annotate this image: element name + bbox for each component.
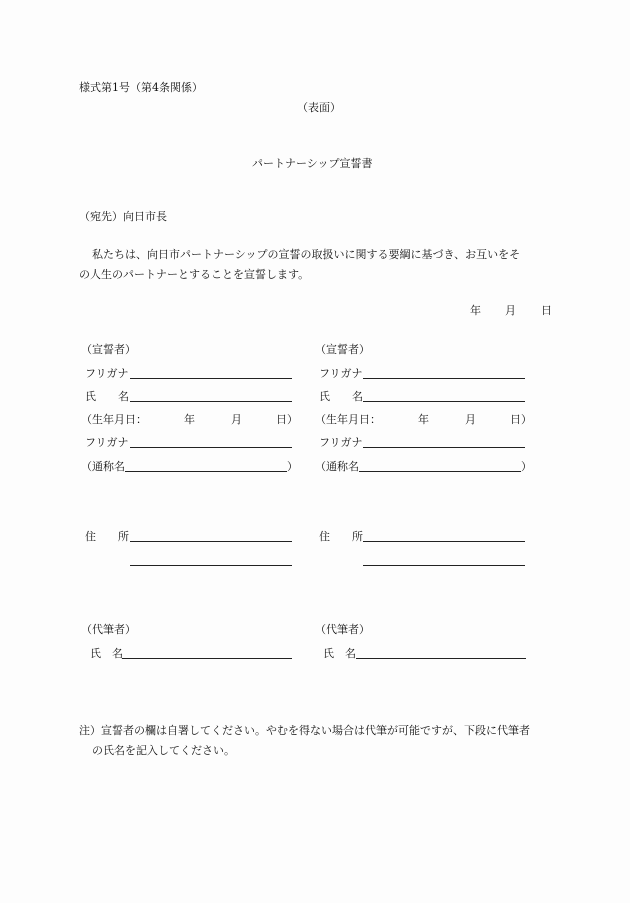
proxy-name-label: 氏 名 bbox=[90, 647, 123, 660]
birth-month-label: 月 bbox=[231, 413, 242, 426]
name-field[interactable] bbox=[363, 401, 525, 402]
proxy-name-field[interactable] bbox=[356, 658, 526, 659]
birth-day-label: 日） bbox=[276, 413, 298, 426]
addressee: （宛先）向日市長 bbox=[79, 210, 167, 223]
alias-field[interactable] bbox=[125, 471, 287, 472]
declarant-heading: （宣誓者） bbox=[315, 343, 370, 356]
alias-close: ） bbox=[521, 460, 532, 473]
address-label: 住 所 bbox=[319, 530, 363, 543]
furigana-label: フリガナ bbox=[85, 367, 129, 380]
address-label: 住 所 bbox=[85, 530, 129, 543]
furigana-label: フリガナ bbox=[85, 436, 129, 449]
side-label: （表面） bbox=[297, 101, 341, 114]
note-line-1: 注）宣誓者の欄は自署してください。やむを得ない場合は代筆が可能ですが、下段に代筆者 bbox=[79, 724, 530, 737]
body-line-1: 私たちは、向日市パートナーシップの宣誓の取扱いに関する要綱に基づき、お互いをそ bbox=[92, 248, 521, 261]
birth-day-label: 日） bbox=[510, 413, 532, 426]
proxy-heading: （代筆者） bbox=[315, 623, 370, 636]
birth-year-label: 年 bbox=[184, 413, 195, 426]
birthdate-label: （生年月日： bbox=[81, 413, 147, 426]
date-day: 日 bbox=[541, 304, 552, 317]
page-title: パートナーシップ宣誓書 bbox=[252, 157, 373, 170]
body-line-2: の人生のパートナーとすることを宣誓します。 bbox=[79, 268, 310, 281]
name-label: 氏 名 bbox=[85, 390, 129, 403]
alias-furigana-field[interactable] bbox=[363, 447, 525, 448]
note-line-2: の氏名を記入してください。 bbox=[92, 744, 235, 757]
birthdate-label: （生年月日： bbox=[315, 413, 381, 426]
address-field-line-2[interactable] bbox=[130, 565, 292, 566]
birth-year-label: 年 bbox=[418, 413, 429, 426]
declarant-heading: （宣誓者） bbox=[81, 343, 136, 356]
furigana-label: フリガナ bbox=[319, 436, 363, 449]
alias-label: （通称名 bbox=[81, 460, 125, 473]
name-field[interactable] bbox=[130, 401, 292, 402]
address-field-line-2[interactable] bbox=[363, 565, 525, 566]
alias-close: ） bbox=[287, 460, 298, 473]
date-month: 月 bbox=[505, 304, 516, 317]
furigana-label: フリガナ bbox=[319, 367, 363, 380]
proxy-name-field[interactable] bbox=[122, 658, 292, 659]
address-field[interactable] bbox=[130, 541, 292, 542]
form-number: 様式第1号（第4条関係） bbox=[79, 81, 203, 94]
proxy-name-label: 氏 名 bbox=[323, 647, 356, 660]
address-field[interactable] bbox=[363, 541, 525, 542]
proxy-heading: （代筆者） bbox=[81, 623, 136, 636]
date-year: 年 bbox=[470, 304, 481, 317]
alias-label: （通称名 bbox=[315, 460, 359, 473]
alias-furigana-field[interactable] bbox=[130, 447, 292, 448]
alias-field[interactable] bbox=[359, 471, 521, 472]
furigana-field[interactable] bbox=[130, 378, 292, 379]
birth-month-label: 月 bbox=[465, 413, 476, 426]
furigana-field[interactable] bbox=[363, 378, 525, 379]
name-label: 氏 名 bbox=[319, 390, 363, 403]
